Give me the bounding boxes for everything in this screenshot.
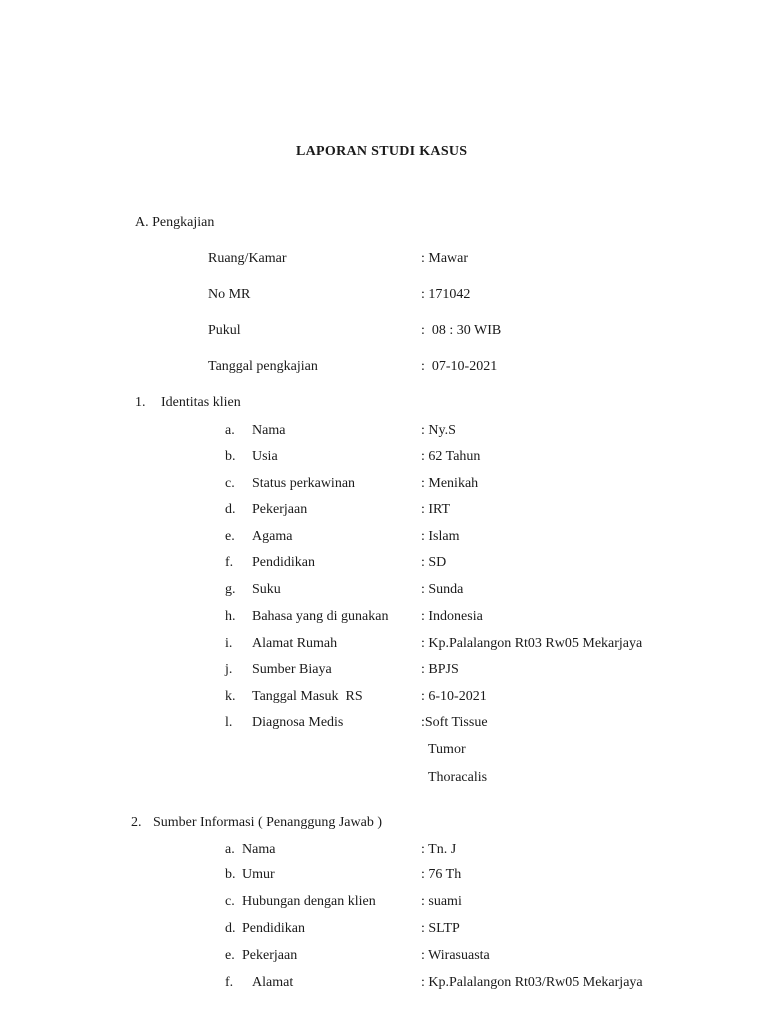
section-1-number: 1. (135, 395, 146, 410)
field-value: : 6-10-2021 (421, 689, 487, 704)
document-title: LAPORAN STUDI KASUS (296, 144, 468, 159)
field-label: Alamat Rumah (252, 636, 338, 651)
section-1-heading: Identitas klien (161, 395, 241, 410)
field-label: Nama (242, 842, 276, 857)
field-value: : Indonesia (421, 609, 483, 624)
field-label: Hubungan dengan klien (242, 894, 376, 909)
list-letter: e. (225, 948, 235, 963)
field-label: Usia (252, 449, 278, 464)
field-label: Umur (242, 867, 275, 882)
list-letter: f. (225, 975, 234, 990)
list-letter: a. (225, 842, 235, 857)
field-value: : Tn. J (421, 842, 457, 857)
field-label: Pekerjaan (242, 948, 298, 963)
field-label: Diagnosa Medis (252, 715, 344, 730)
list-letter: h. (225, 609, 236, 624)
field-value: : 76 Th (421, 867, 462, 882)
field-label: Pekerjaan (252, 502, 308, 517)
list-letter: d. (225, 921, 236, 936)
field-value: : Kp.Palalangon Rt03 Rw05 Mekarjaya (421, 636, 643, 651)
field-label: Pendidikan (242, 921, 305, 936)
list-letter: j. (225, 662, 233, 677)
field-value: : SD (421, 555, 447, 570)
list-letter: c. (225, 894, 235, 909)
list-letter: i. (225, 636, 233, 651)
field-value: : 62 Tahun (421, 449, 481, 464)
section-2-number: 2. (131, 815, 142, 830)
field-value: : Wirasuasta (421, 948, 490, 963)
field-value: : Mawar (421, 251, 469, 266)
field-value-continuation: Tumor (428, 742, 466, 757)
field-value: : SLTP (421, 921, 460, 936)
section-2-heading: Sumber Informasi ( Penanggung Jawab ) (153, 815, 383, 830)
list-letter: l. (225, 715, 233, 730)
list-letter: k. (225, 689, 236, 704)
field-label: Agama (252, 529, 293, 544)
field-label: Alamat (252, 975, 294, 990)
field-label: Bahasa yang di gunakan (252, 609, 389, 624)
section-a-heading: A. Pengkajian (135, 215, 215, 230)
field-label: Tanggal pengkajian (208, 359, 318, 374)
field-value: : BPJS (421, 662, 459, 677)
field-label: Nama (252, 423, 286, 438)
field-label: Suku (252, 582, 281, 597)
field-label: Status perkawinan (252, 476, 356, 491)
field-label: Pendidikan (252, 555, 315, 570)
list-letter: a. (225, 423, 235, 438)
field-label: No MR (208, 287, 251, 302)
field-value: : Sunda (421, 582, 464, 597)
list-letter: d. (225, 502, 236, 517)
field-label: Ruang/Kamar (208, 251, 287, 266)
field-label: Pukul (208, 323, 241, 338)
field-value: : Menikah (421, 476, 479, 491)
list-letter: c. (225, 476, 235, 491)
field-value: : Islam (421, 529, 460, 544)
list-letter: b. (225, 867, 236, 882)
field-value: : IRT (421, 502, 451, 517)
list-letter: f. (225, 555, 234, 570)
list-letter: e. (225, 529, 235, 544)
field-value: : Kp.Palalangon Rt03/Rw05 Mekarjaya (421, 975, 643, 990)
field-value: :Soft Tissue (421, 715, 488, 730)
field-value: : Ny.S (421, 423, 456, 438)
field-value: : 171042 (421, 287, 471, 302)
field-value: : suami (421, 894, 462, 909)
field-label: Sumber Biaya (252, 662, 332, 677)
field-label: Tanggal Masuk RS (252, 689, 363, 704)
field-value: : 07-10-2021 (421, 359, 498, 374)
list-letter: b. (225, 449, 236, 464)
field-value-continuation: Thoracalis (428, 770, 488, 785)
field-value: : 08 : 30 WIB (421, 323, 502, 338)
list-letter: g. (225, 582, 236, 597)
